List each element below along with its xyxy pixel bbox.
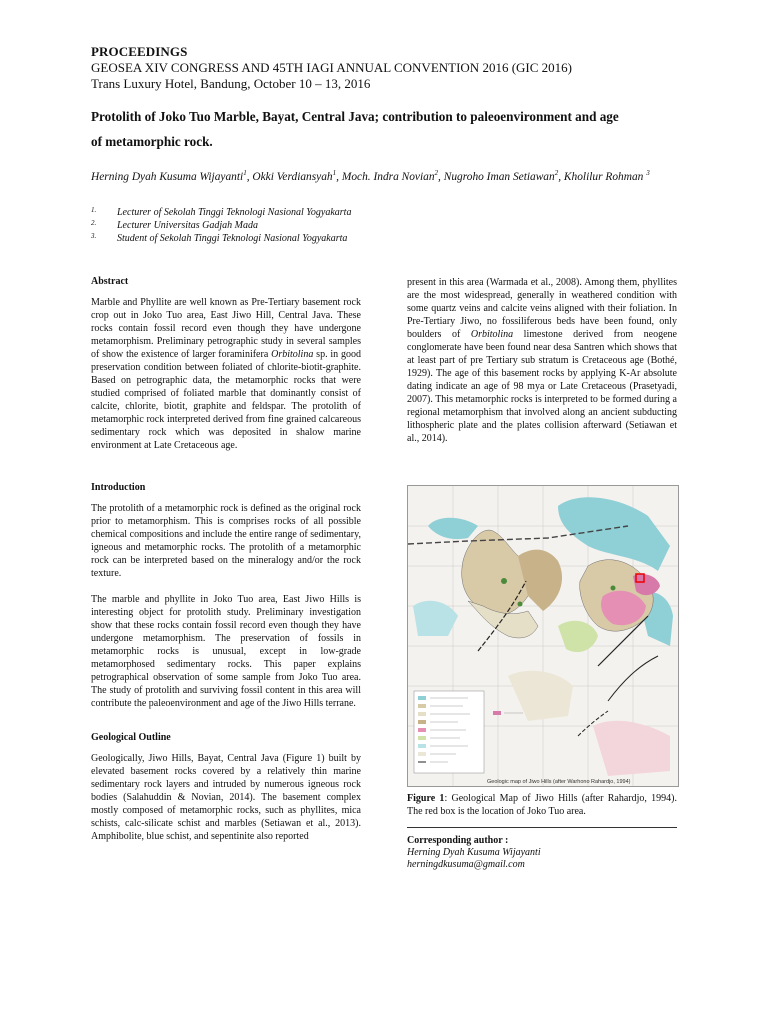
author-name: Moch. Indra Novian	[341, 170, 435, 183]
figure-label: Figure 1	[407, 793, 445, 804]
author-sep: ,	[246, 170, 253, 183]
affiliation-number: 1.	[91, 206, 97, 214]
geological-outline-continued	[407, 276, 677, 445]
author-name: Okki Verdiansyah	[252, 170, 333, 183]
introduction-paragraph-2: The marble and phyllite in Joko Tuo area, East Jiwo Hills is interesting object for protolith study. Preliminary investigation show that these rocks contain fossil record even though they have undergone metamorphism. The preservation of fossils in metamorphic rocks is unusual, except in low-grade metamorphosed sedimentary rocks. This paper explains petrographical observation of some sample from Joko Tuo area. The study of protolith and surviving fossil content in this area will contribute the paleoenvironment and age of the Jiwo Hills terrane.	[91, 594, 361, 709]
affiliation-text: Lecturer of Sekolah Tinggi Teknologi Nasional Yogyakarta	[117, 207, 352, 218]
introduction-paragraph-1: The protolith of a metamorphic rock is defined as the original rock prior to metamorphism. This is comprises rocks of all possible chemical compositions and include the entire range of sedimentary, igneous and metamorphic rocks. The protolith of a metamorphic rock can be interpreted based on the mineralogy and/or the rock texture.	[91, 503, 361, 579]
abstract-genus: Orbitolina	[271, 349, 314, 360]
title-line-1: Protolith of Joko Tuo Marble, Bayat, Central Java; contribution to paleoenvironment and age	[91, 109, 619, 124]
affiliation-item	[91, 219, 351, 232]
abstract-text-part: Marble and Phyllite are well known as Pre-Tertiary basement rock crop out in Joko Tuo area, East Jiwo Hill, Central Java. These rocks contain fossil record even though they have undergone metamorphism. Preliminary petrographic study in several samples of show the existence of larger foraminifera	[91, 297, 361, 360]
geological-outline-paragraph: Geologically, Jiwo Hills, Bayat, Central Java (Figure 1) built by elevated basement rocks covered by a relatively thin marine sedimentary rock layers and intruded by numerous igneous rock bodies (Salahuddin & Novian, 2014). The basement complex mostly composed of metamorphic rocks, such as phyllites, mica schists, calc-silicate schist and marbles (Setiawan et al., 2013). Amphibolite, blue schist, and sepentinite also reported	[91, 753, 361, 842]
affiliation-text: Student of Sekolah Tinggi Teknologi Nasional Yogyakarta	[117, 233, 348, 244]
introduction-heading: Introduction	[91, 482, 146, 493]
author-affil: 1	[243, 169, 247, 177]
right-column	[407, 276, 677, 445]
map-caption: Geologic map of Jiwo Hills (after Warhono Rahardjo, 1994)	[487, 779, 631, 785]
figure-caption-text: : Geological Map of Jiwo Hills (after Rahardjo, 1994). The red box is the location of Joko Tuo area.	[407, 793, 677, 817]
affiliation-text: Lecturer Universitas Gadjah Mada	[117, 220, 259, 231]
author-affil: 2	[554, 169, 559, 177]
continued-genus: Orbitolina	[470, 329, 514, 340]
conference-venue: Trans Luxury Hotel, Bandung, October 10 – 13, 2016	[91, 76, 371, 91]
conference-name: GEOSEA XIV CONGRESS AND 45TH IAGI ANNUAL CONVENTION 2016 (GIC 2016)	[91, 60, 572, 75]
proceedings-label: PROCEEDINGS	[91, 44, 188, 59]
continued-text-part: present in this area (Warmada et al., 2008). Among them, phyllites are the most widespread, generally in weathered condition with some quartz veins and calcite veins aligned with their foliation. In Pre-Tertiary Jiwo, no fossiliferous beds have been found, only boulders of	[407, 277, 677, 340]
author-name: Nugroho Iman Setiawan	[443, 170, 555, 183]
corresponding-email[interactable]: herningdkusuma@gmail.com	[407, 859, 525, 870]
divider	[407, 827, 677, 828]
continued-text-part: limestone derived from neogene conglomerate have been found near desa Santren which shows that at least part of pre Tertiary sub stratum is Cretaceous age (Bothé, 1929). The age of this basement rocks by applying K-Ar absolute dating indicate an age of 98 mya or Late Cretaceous (Prasetyadi, 2007). This metamorphic rocks is interpreted to be formed during a regional metamorphism that involved along an ancient subducting lithospheric plate and the plates collision afterward (Setiawan et al., 2014).	[407, 329, 677, 444]
paper-title	[91, 104, 691, 154]
author-affil: 1	[332, 169, 337, 177]
author-affil: 3	[646, 169, 650, 177]
abstract-heading: Abstract	[91, 276, 129, 287]
author-sep: ,	[438, 170, 444, 183]
author-list	[91, 165, 691, 186]
abstract-text-part: sp. in good preservation condition between foliated of chlorite-biotit-graphite. Based on petrographic data, the metamorphic rocks that were studied comprised of foliated marble that dominantly consist of calcite, chlorite, biotit, graphite and feldspar. The protolith of metamorphic rock interpreted derived from fine grained calcareous sedimentary rock which was deposited in shalow marine environment at Late Cretaceous age.	[91, 349, 361, 451]
corresponding-heading: Corresponding author :	[407, 835, 509, 846]
figure-caption	[407, 792, 677, 818]
author-name: Herning Dyah Kusuma Wijayanti	[91, 170, 244, 183]
author-sep: ,	[558, 170, 562, 183]
author-sep: ,	[336, 170, 342, 183]
title-line-2: of metamorphic rock.	[91, 134, 213, 149]
geological-outline-heading: Geological Outline	[91, 732, 171, 743]
affiliation-item	[91, 206, 351, 219]
geological-map-image	[408, 486, 678, 786]
affiliation-number: 3.	[91, 232, 97, 240]
left-column	[91, 276, 361, 843]
abstract-text	[91, 296, 361, 452]
affiliation-item	[91, 232, 351, 245]
corresponding-name: Herning Dyah Kusuma Wijayanti	[407, 847, 541, 858]
corresponding-author	[407, 835, 677, 871]
affiliation-number: 2.	[91, 219, 97, 227]
author-name: Kholilur Rohman	[563, 170, 644, 183]
author-affil: 2	[434, 169, 439, 177]
geological-map-figure	[407, 485, 679, 787]
affiliations	[91, 206, 351, 245]
